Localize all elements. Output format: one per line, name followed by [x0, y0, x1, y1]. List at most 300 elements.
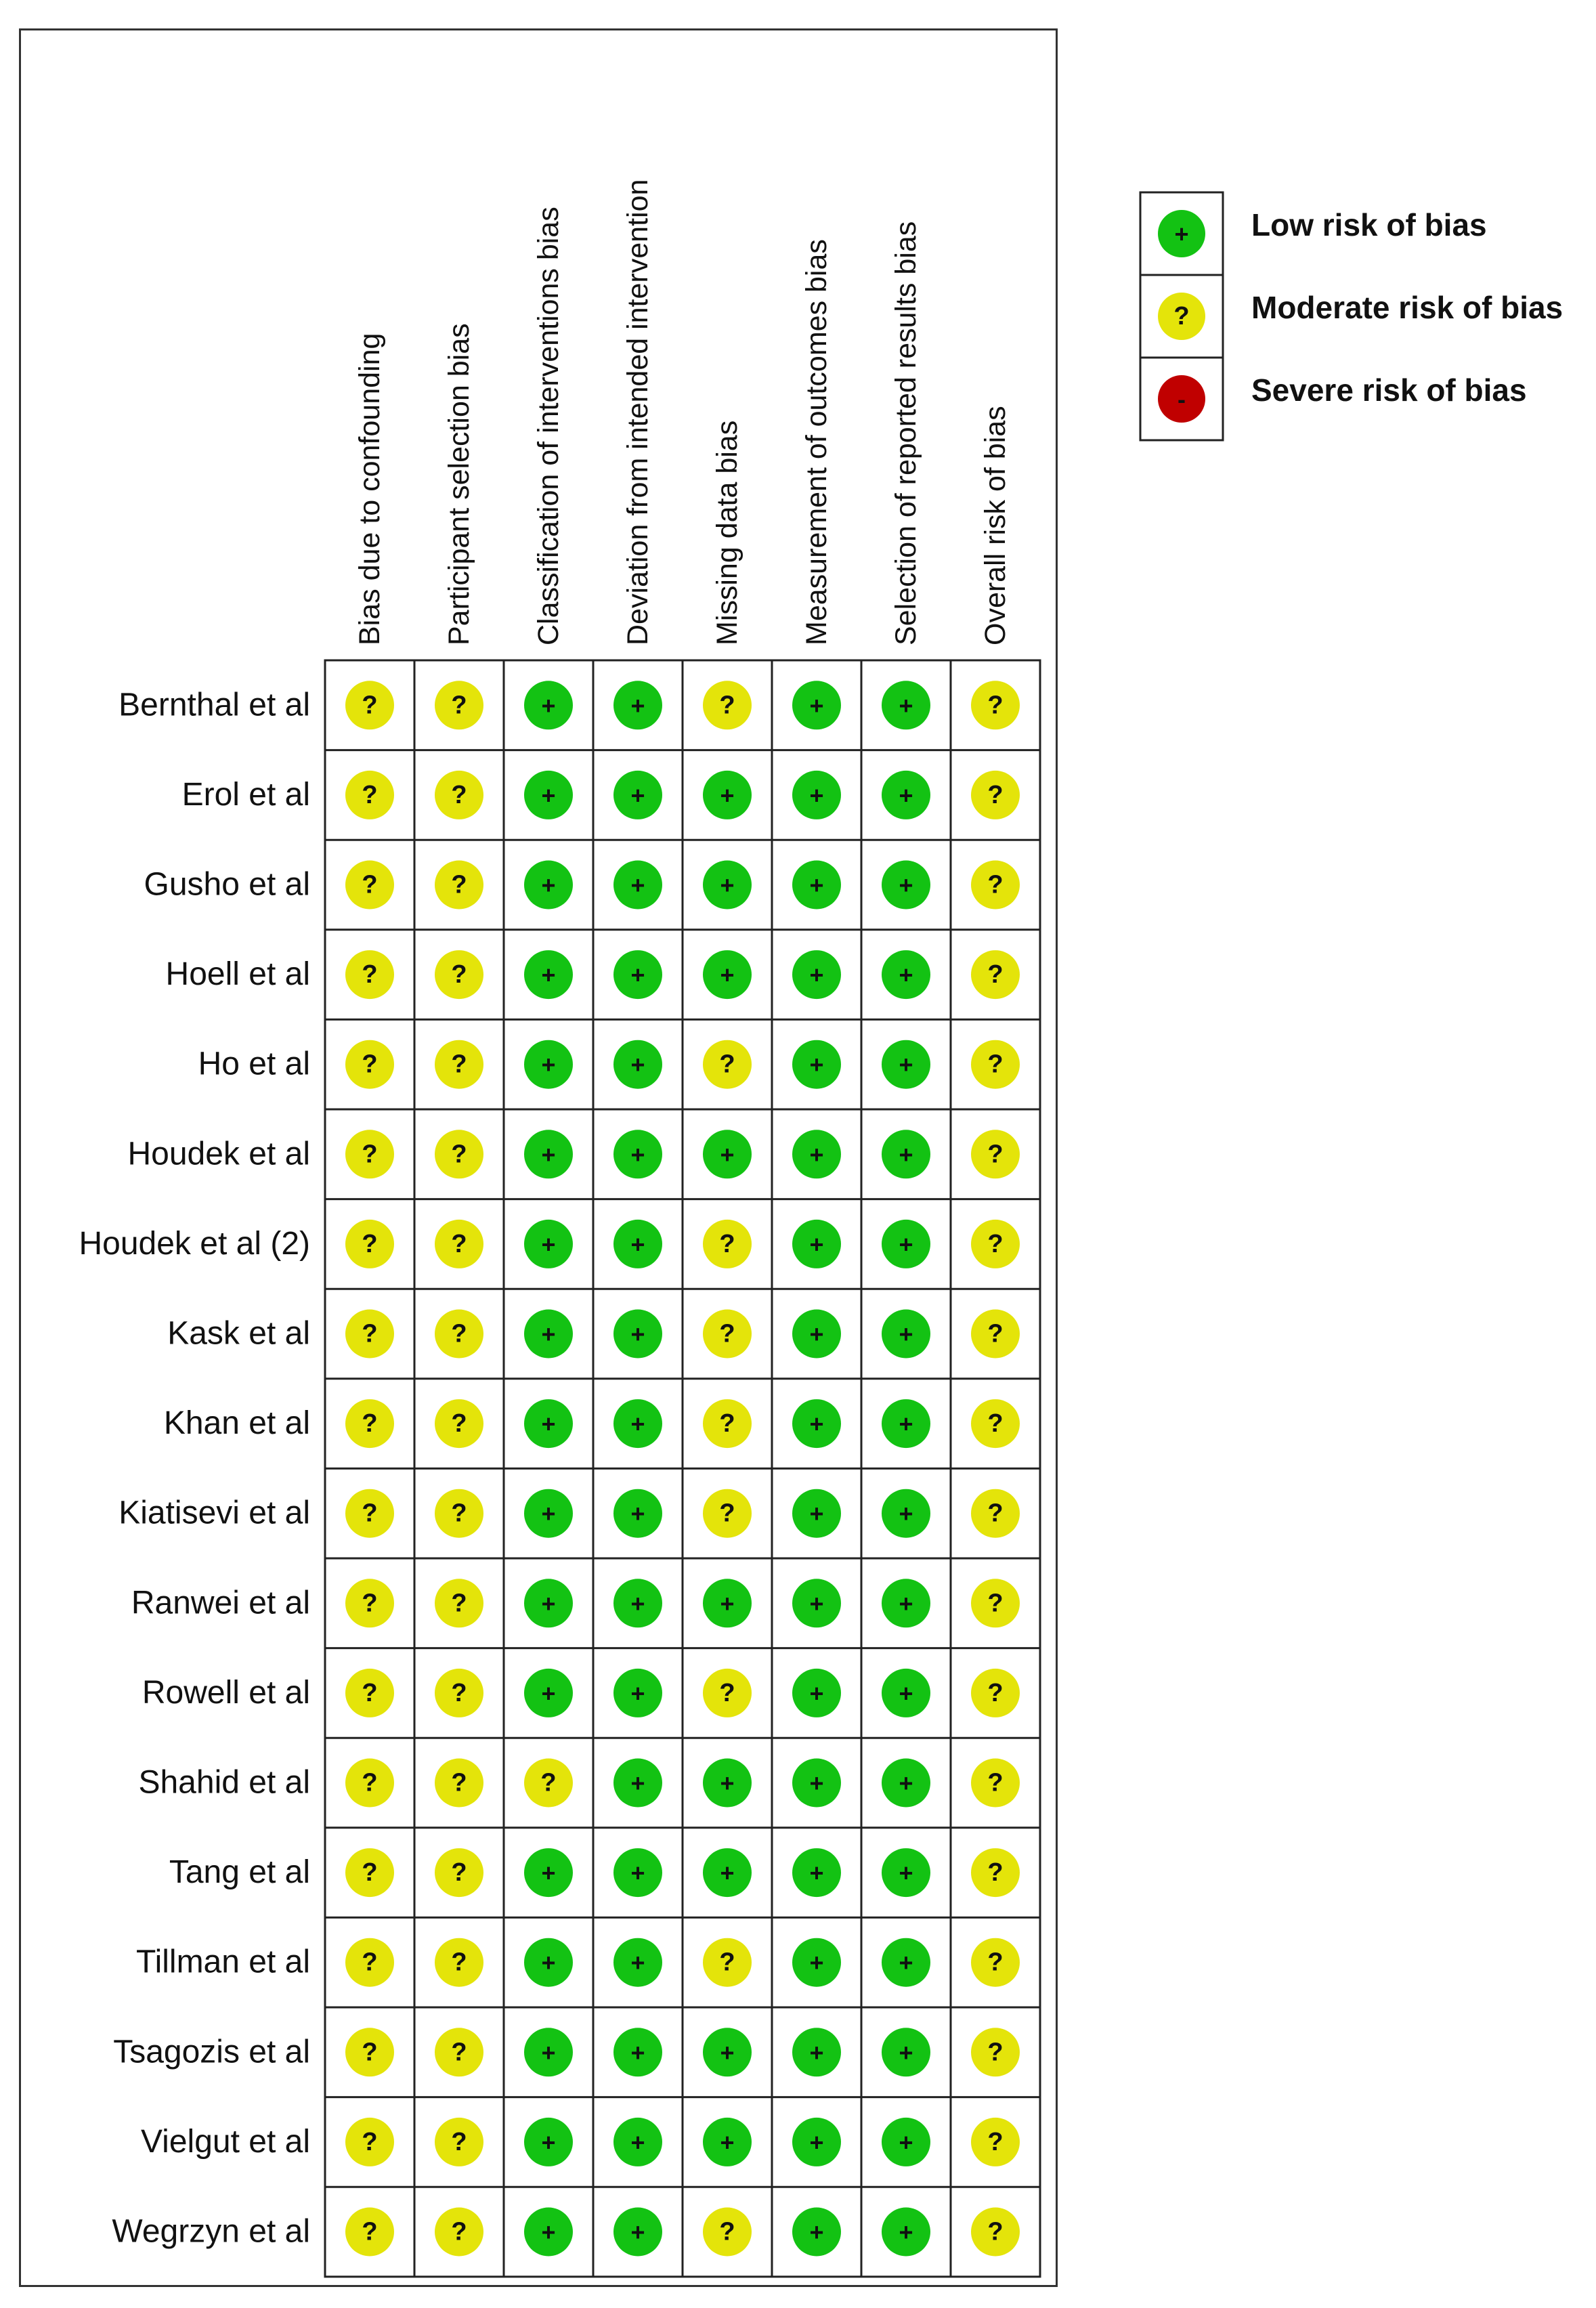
cell-kask-et-al-overall-risk-of-bias	[971, 1310, 1020, 1359]
row-label-tang-et-al: Tang et al	[169, 1854, 310, 1891]
moderate-symbol: ?	[451, 1050, 467, 1079]
cell-erol-et-al-bias-due-to-confounding	[345, 771, 394, 819]
cell-shahid-et-al-participant-selection-bias	[435, 1759, 483, 1808]
moderate-symbol: ?	[451, 1948, 467, 1977]
legend-symbol-low	[1158, 210, 1205, 257]
moderate-symbol: ?	[362, 2038, 378, 2067]
cell-tillman-et-al-overall-risk-of-bias	[971, 1938, 1020, 1987]
cell-wegrzyn-et-al-measurement-of-outcomes-bias	[792, 2208, 841, 2257]
cell-tsagozis-et-al-bias-due-to-confounding	[345, 2028, 394, 2076]
low-symbol: +	[899, 1140, 913, 1169]
cell-gusho-et-al-measurement-of-outcomes-bias	[792, 861, 841, 910]
cell-tillman-et-al-selection-of-reported-results-bias	[882, 1938, 930, 1987]
cell-wegrzyn-et-al-deviation-from-intended-intervention	[613, 2208, 662, 2257]
cell-erol-et-al-selection-of-reported-results-bias	[882, 771, 930, 819]
cell-gusho-et-al-overall-risk-of-bias	[971, 861, 1020, 910]
cell-houdek-et-al-overall-risk-of-bias	[971, 1130, 1020, 1178]
cell-kask-et-al-classification-of-interventions-bias	[524, 1310, 573, 1359]
low-symbol: +	[541, 691, 556, 720]
legend-label-low: Low risk of bias	[1251, 207, 1487, 242]
cell-vielgut-et-al-missing-data-bias	[703, 2118, 752, 2166]
cell-shahid-et-al-measurement-of-outcomes-bias	[792, 1759, 841, 1808]
cell-gusho-et-al-participant-selection-bias	[435, 861, 483, 910]
cell-ranwei-et-al-missing-data-bias	[703, 1579, 752, 1627]
cell-erol-et-al-deviation-from-intended-intervention	[613, 771, 662, 819]
cell-hoell-et-al-deviation-from-intended-intervention	[613, 950, 662, 999]
cell-vielgut-et-al-bias-due-to-confounding	[345, 2118, 394, 2166]
low-symbol: +	[899, 1589, 913, 1618]
moderate-symbol: ?	[451, 960, 467, 989]
cell-tsagozis-et-al-overall-risk-of-bias	[971, 2028, 1020, 2076]
cell-tang-et-al-measurement-of-outcomes-bias	[792, 1848, 841, 1897]
low-symbol: +	[720, 871, 735, 899]
row-label-ho-et-al: Ho et al	[198, 1046, 310, 1082]
low-symbol: +	[899, 1499, 913, 1528]
cell-ranwei-et-al-participant-selection-bias	[435, 1579, 483, 1627]
cell-hoell-et-al-measurement-of-outcomes-bias	[792, 950, 841, 999]
moderate-symbol: ?	[451, 2217, 467, 2246]
cell-shahid-et-al-deviation-from-intended-intervention	[613, 1759, 662, 1808]
row-label-wegrzyn-et-al: Wegrzyn et al	[112, 2213, 310, 2250]
moderate-symbol: ?	[362, 2217, 378, 2246]
cell-bernthal-et-al-missing-data-bias	[703, 681, 752, 729]
cell-vielgut-et-al-deviation-from-intended-intervention	[613, 2118, 662, 2166]
moderate-symbol: ?	[719, 691, 735, 720]
cell-bernthal-et-al-participant-selection-bias	[435, 681, 483, 729]
low-symbol: +	[809, 1679, 824, 1707]
cell-shahid-et-al-selection-of-reported-results-bias	[882, 1759, 930, 1808]
cell-bernthal-et-al-deviation-from-intended-intervention	[613, 681, 662, 729]
cell-tsagozis-et-al-selection-of-reported-results-bias	[882, 2028, 930, 2076]
moderate-symbol: ?	[987, 1050, 1004, 1079]
low-symbol: +	[899, 2128, 913, 2156]
low-symbol: +	[630, 1859, 645, 1887]
low-symbol: +	[899, 1948, 913, 1977]
cell-rowell-et-al-classification-of-interventions-bias	[524, 1669, 573, 1717]
cell-houdek-et-al-2-measurement-of-outcomes-bias	[792, 1220, 841, 1268]
cell-houdek-et-al-2-selection-of-reported-results-bias	[882, 1220, 930, 1268]
moderate-symbol: ?	[362, 2127, 378, 2156]
low-symbol: +	[630, 781, 645, 809]
cell-khan-et-al-missing-data-bias	[703, 1399, 752, 1448]
cell-erol-et-al-overall-risk-of-bias	[971, 771, 1020, 819]
low-symbol: +	[541, 1859, 556, 1887]
moderate-symbol: ?	[987, 1409, 1004, 1438]
low-symbol: +	[809, 1410, 824, 1438]
moderate-symbol: ?	[362, 780, 378, 809]
cell-kiatisevi-et-al-classification-of-interventions-bias	[524, 1489, 573, 1538]
cell-tang-et-al-missing-data-bias	[703, 1848, 752, 1897]
low-symbol: +	[541, 1410, 556, 1438]
low-symbol: +	[541, 2218, 556, 2246]
moderate-symbol: ?	[362, 1499, 378, 1528]
moderate-symbol: ?	[540, 1768, 557, 1797]
cell-tillman-et-al-bias-due-to-confounding	[345, 1938, 394, 1987]
cell-erol-et-al-participant-selection-bias	[435, 771, 483, 819]
low-symbol: +	[541, 1140, 556, 1169]
cell-houdek-et-al-bias-due-to-confounding	[345, 1130, 394, 1178]
cell-ho-et-al-bias-due-to-confounding	[345, 1040, 394, 1089]
cell-tillman-et-al-measurement-of-outcomes-bias	[792, 1938, 841, 1987]
moderate-symbol: ?	[987, 870, 1004, 899]
cell-ranwei-et-al-overall-risk-of-bias	[971, 1579, 1020, 1627]
cell-ho-et-al-missing-data-bias	[703, 1040, 752, 1089]
low-symbol: +	[809, 1140, 824, 1169]
low-symbol: +	[630, 1679, 645, 1707]
cell-gusho-et-al-bias-due-to-confounding	[345, 861, 394, 910]
moderate-symbol: ?	[362, 1589, 378, 1618]
moderate-symbol: ?	[719, 1319, 735, 1348]
cell-tsagozis-et-al-measurement-of-outcomes-bias	[792, 2028, 841, 2076]
cell-tang-et-al-selection-of-reported-results-bias	[882, 1848, 930, 1897]
cell-tillman-et-al-participant-selection-bias	[435, 1938, 483, 1987]
low-symbol: +	[630, 2218, 645, 2246]
moderate-symbol: ?	[451, 870, 467, 899]
cell-tillman-et-al-missing-data-bias	[703, 1938, 752, 1987]
cell-houdek-et-al-2-overall-risk-of-bias	[971, 1220, 1020, 1268]
cell-houdek-et-al-classification-of-interventions-bias	[524, 1130, 573, 1178]
low-symbol: +	[809, 1769, 824, 1797]
column-header-measurement-of-outcomes-bias: Measurement of outcomes bias	[800, 239, 833, 645]
cell-kiatisevi-et-al-bias-due-to-confounding	[345, 1489, 394, 1538]
cell-khan-et-al-bias-due-to-confounding	[345, 1399, 394, 1448]
low-symbol: +	[899, 1410, 913, 1438]
moderate-symbol: ?	[1173, 302, 1190, 330]
cell-hoell-et-al-participant-selection-bias	[435, 950, 483, 999]
cell-tang-et-al-participant-selection-bias	[435, 1848, 483, 1897]
row-label-khan-et-al: Khan et al	[163, 1405, 310, 1442]
cell-tang-et-al-deviation-from-intended-intervention	[613, 1848, 662, 1897]
low-symbol: +	[720, 1769, 735, 1797]
cell-vielgut-et-al-participant-selection-bias	[435, 2118, 483, 2166]
cell-bernthal-et-al-measurement-of-outcomes-bias	[792, 681, 841, 729]
cell-kask-et-al-bias-due-to-confounding	[345, 1310, 394, 1359]
cell-ranwei-et-al-deviation-from-intended-intervention	[613, 1579, 662, 1627]
cell-ho-et-al-classification-of-interventions-bias	[524, 1040, 573, 1089]
cell-rowell-et-al-selection-of-reported-results-bias	[882, 1669, 930, 1717]
moderate-symbol: ?	[362, 1319, 378, 1348]
cell-kiatisevi-et-al-overall-risk-of-bias	[971, 1489, 1020, 1538]
cell-gusho-et-al-missing-data-bias	[703, 861, 752, 910]
low-symbol: +	[630, 1140, 645, 1169]
moderate-symbol: ?	[451, 1319, 467, 1348]
cell-kiatisevi-et-al-deviation-from-intended-intervention	[613, 1489, 662, 1538]
cell-shahid-et-al-missing-data-bias	[703, 1759, 752, 1808]
moderate-symbol: ?	[362, 1948, 378, 1977]
low-symbol: +	[720, 2128, 735, 2156]
low-symbol: +	[1174, 220, 1189, 248]
column-header-bias-due-to-confounding: Bias due to confounding	[353, 333, 386, 645]
low-symbol: +	[899, 2038, 913, 2067]
column-header-overall-risk-of-bias: Overall risk of bias	[979, 406, 1012, 645]
cell-khan-et-al-classification-of-interventions-bias	[524, 1399, 573, 1448]
moderate-symbol: ?	[451, 780, 467, 809]
cell-bernthal-et-al-selection-of-reported-results-bias	[882, 681, 930, 729]
moderate-symbol: ?	[719, 1409, 735, 1438]
cell-vielgut-et-al-classification-of-interventions-bias	[524, 2118, 573, 2166]
low-symbol: +	[899, 691, 913, 720]
low-symbol: +	[630, 1410, 645, 1438]
moderate-symbol: ?	[362, 960, 378, 989]
column-header-deviation-from-intended-intervention: Deviation from intended intervention	[622, 179, 654, 645]
low-symbol: +	[809, 2038, 824, 2067]
low-symbol: +	[809, 691, 824, 720]
column-header-classification-of-interventions-bias: Classification of interventions bias	[532, 207, 565, 645]
column-header-participant-selection-bias: Participant selection bias	[443, 323, 475, 645]
row-label-rowell-et-al: Rowell et al	[142, 1674, 310, 1711]
cell-tang-et-al-overall-risk-of-bias	[971, 1848, 1020, 1897]
moderate-symbol: ?	[362, 870, 378, 899]
moderate-symbol: ?	[451, 1768, 467, 1797]
moderate-symbol: ?	[451, 1858, 467, 1887]
cell-kiatisevi-et-al-measurement-of-outcomes-bias	[792, 1489, 841, 1538]
cell-vielgut-et-al-selection-of-reported-results-bias	[882, 2118, 930, 2166]
cell-gusho-et-al-selection-of-reported-results-bias	[882, 861, 930, 910]
moderate-symbol: ?	[451, 2038, 467, 2067]
low-symbol: +	[809, 1050, 824, 1079]
low-symbol: +	[541, 1320, 556, 1348]
cell-gusho-et-al-classification-of-interventions-bias	[524, 861, 573, 910]
cell-khan-et-al-participant-selection-bias	[435, 1399, 483, 1448]
cell-tang-et-al-bias-due-to-confounding	[345, 1848, 394, 1897]
cell-rowell-et-al-overall-risk-of-bias	[971, 1669, 1020, 1717]
moderate-symbol: ?	[362, 1678, 378, 1707]
low-symbol: +	[899, 1769, 913, 1797]
low-symbol: +	[630, 1589, 645, 1618]
cell-bernthal-et-al-bias-due-to-confounding	[345, 681, 394, 729]
cell-shahid-et-al-bias-due-to-confounding	[345, 1759, 394, 1808]
moderate-symbol: ?	[987, 691, 1004, 720]
low-symbol: +	[809, 781, 824, 809]
cell-tsagozis-et-al-participant-selection-bias	[435, 2028, 483, 2076]
cell-wegrzyn-et-al-selection-of-reported-results-bias	[882, 2208, 930, 2257]
low-symbol: +	[899, 2218, 913, 2246]
moderate-symbol: ?	[719, 1948, 735, 1977]
moderate-symbol: ?	[362, 1768, 378, 1797]
cell-ho-et-al-participant-selection-bias	[435, 1040, 483, 1089]
moderate-symbol: ?	[987, 1499, 1004, 1528]
moderate-symbol: ?	[719, 2217, 735, 2246]
moderate-symbol: ?	[451, 1589, 467, 1618]
cell-kiatisevi-et-al-missing-data-bias	[703, 1489, 752, 1538]
moderate-symbol: ?	[987, 1678, 1004, 1707]
cell-hoell-et-al-missing-data-bias	[703, 950, 752, 999]
low-symbol: +	[809, 1859, 824, 1887]
low-symbol: +	[720, 2038, 735, 2067]
cell-tillman-et-al-classification-of-interventions-bias	[524, 1938, 573, 1987]
moderate-symbol: ?	[987, 1319, 1004, 1348]
cell-houdek-et-al-missing-data-bias	[703, 1130, 752, 1178]
legend-symbol-severe	[1158, 375, 1205, 423]
cell-hoell-et-al-overall-risk-of-bias	[971, 950, 1020, 999]
cell-kiatisevi-et-al-participant-selection-bias	[435, 1489, 483, 1538]
cell-shahid-et-al-overall-risk-of-bias	[971, 1759, 1020, 1808]
cell-ho-et-al-deviation-from-intended-intervention	[613, 1040, 662, 1089]
low-symbol: +	[809, 1499, 824, 1528]
low-symbol: +	[899, 871, 913, 899]
low-symbol: +	[541, 1679, 556, 1707]
moderate-symbol: ?	[987, 960, 1004, 989]
low-symbol: +	[630, 2128, 645, 2156]
low-symbol: +	[541, 2038, 556, 2067]
cell-rowell-et-al-missing-data-bias	[703, 1669, 752, 1717]
moderate-symbol: ?	[987, 2127, 1004, 2156]
cell-ho-et-al-selection-of-reported-results-bias	[882, 1040, 930, 1089]
cell-bernthal-et-al-overall-risk-of-bias	[971, 681, 1020, 729]
cell-kask-et-al-deviation-from-intended-intervention	[613, 1310, 662, 1359]
row-label-vielgut-et-al: Vielgut et al	[141, 2123, 310, 2160]
cell-kask-et-al-missing-data-bias	[703, 1310, 752, 1359]
row-label-erol-et-al: Erol et al	[181, 776, 310, 813]
low-symbol: +	[899, 1320, 913, 1348]
grid	[325, 660, 1040, 2277]
row-label-bernthal-et-al: Bernthal et al	[118, 687, 310, 723]
low-symbol: +	[630, 1230, 645, 1258]
moderate-symbol: ?	[451, 691, 467, 720]
column-header-missing-data-bias: Missing data bias	[711, 420, 743, 645]
cell-ranwei-et-al-selection-of-reported-results-bias	[882, 1579, 930, 1627]
low-symbol: +	[899, 961, 913, 989]
moderate-symbol: ?	[987, 2217, 1004, 2246]
cell-vielgut-et-al-overall-risk-of-bias	[971, 2118, 1020, 2166]
low-symbol: +	[630, 1050, 645, 1079]
moderate-symbol: ?	[451, 1229, 467, 1258]
moderate-symbol: ?	[719, 1678, 735, 1707]
low-symbol: +	[630, 871, 645, 899]
moderate-symbol: ?	[987, 1140, 1004, 1169]
low-symbol: +	[541, 781, 556, 809]
cell-rowell-et-al-deviation-from-intended-intervention	[613, 1669, 662, 1717]
cell-khan-et-al-selection-of-reported-results-bias	[882, 1399, 930, 1448]
moderate-symbol: ?	[451, 2127, 467, 2156]
legend-label-moderate: Moderate risk of bias	[1251, 290, 1563, 325]
cell-wegrzyn-et-al-missing-data-bias	[703, 2208, 752, 2257]
low-symbol: +	[809, 1948, 824, 1977]
severe-symbol: -	[1178, 385, 1186, 413]
row-label-gusho-et-al: Gusho et al	[144, 866, 310, 903]
row-label-kiatisevi-et-al: Kiatisevi et al	[118, 1495, 310, 1531]
moderate-symbol: ?	[451, 1140, 467, 1169]
low-symbol: +	[809, 2218, 824, 2246]
low-symbol: +	[541, 871, 556, 899]
low-symbol: +	[541, 961, 556, 989]
cell-hoell-et-al-bias-due-to-confounding	[345, 950, 394, 999]
cell-kask-et-al-selection-of-reported-results-bias	[882, 1310, 930, 1359]
cell-bernthal-et-al-classification-of-interventions-bias	[524, 681, 573, 729]
row-label-tsagozis-et-al: Tsagozis et al	[113, 2034, 310, 2070]
moderate-symbol: ?	[719, 1050, 735, 1079]
low-symbol: +	[809, 1320, 824, 1348]
moderate-symbol: ?	[987, 780, 1004, 809]
cell-houdek-et-al-2-deviation-from-intended-intervention	[613, 1220, 662, 1268]
cell-houdek-et-al-2-classification-of-interventions-bias	[524, 1220, 573, 1268]
cell-kask-et-al-measurement-of-outcomes-bias	[792, 1310, 841, 1359]
low-symbol: +	[720, 1859, 735, 1887]
legend-label-severe: Severe risk of bias	[1251, 372, 1527, 408]
low-symbol: +	[720, 961, 735, 989]
low-symbol: +	[630, 1499, 645, 1528]
cell-rowell-et-al-bias-due-to-confounding	[345, 1669, 394, 1717]
low-symbol: +	[541, 2128, 556, 2156]
low-symbol: +	[630, 1320, 645, 1348]
low-symbol: +	[541, 1230, 556, 1258]
cell-tang-et-al-classification-of-interventions-bias	[524, 1848, 573, 1897]
column-header-selection-of-reported-results-bias: Selection of reported results bias	[890, 221, 922, 645]
cell-ho-et-al-measurement-of-outcomes-bias	[792, 1040, 841, 1089]
cell-houdek-et-al-2-bias-due-to-confounding	[345, 1220, 394, 1268]
low-symbol: +	[630, 961, 645, 989]
row-label-shahid-et-al: Shahid et al	[138, 1764, 310, 1801]
low-symbol: +	[630, 2038, 645, 2067]
cell-shahid-et-al-classification-of-interventions-bias	[524, 1759, 573, 1808]
cell-wegrzyn-et-al-bias-due-to-confounding	[345, 2208, 394, 2257]
low-symbol: +	[809, 2128, 824, 2156]
moderate-symbol: ?	[362, 1050, 378, 1079]
cell-wegrzyn-et-al-classification-of-interventions-bias	[524, 2208, 573, 2257]
row-label-houdek-et-al-2: Houdek et al (2)	[79, 1225, 310, 1262]
row-label-kask-et-al: Kask et al	[167, 1315, 310, 1352]
moderate-symbol: ?	[719, 1499, 735, 1528]
cell-ranwei-et-al-bias-due-to-confounding	[345, 1579, 394, 1627]
moderate-symbol: ?	[451, 1409, 467, 1438]
low-symbol: +	[541, 1948, 556, 1977]
cell-ranwei-et-al-classification-of-interventions-bias	[524, 1579, 573, 1627]
low-symbol: +	[630, 1948, 645, 1977]
moderate-symbol: ?	[987, 1768, 1004, 1797]
low-symbol: +	[809, 961, 824, 989]
low-symbol: +	[899, 1679, 913, 1707]
moderate-symbol: ?	[451, 1499, 467, 1528]
row-label-tillman-et-al: Tillman et al	[136, 1944, 310, 1980]
row-label-hoell-et-al: Hoell et al	[165, 956, 310, 993]
row-label-ranwei-et-al: Ranwei et al	[131, 1585, 310, 1621]
low-symbol: +	[809, 871, 824, 899]
cell-kiatisevi-et-al-selection-of-reported-results-bias	[882, 1489, 930, 1538]
cell-hoell-et-al-selection-of-reported-results-bias	[882, 950, 930, 999]
cell-tsagozis-et-al-classification-of-interventions-bias	[524, 2028, 573, 2076]
cell-houdek-et-al-participant-selection-bias	[435, 1130, 483, 1178]
cell-houdek-et-al-selection-of-reported-results-bias	[882, 1130, 930, 1178]
moderate-symbol: ?	[362, 1140, 378, 1169]
low-symbol: +	[899, 1230, 913, 1258]
cell-erol-et-al-classification-of-interventions-bias	[524, 771, 573, 819]
low-symbol: +	[899, 1859, 913, 1887]
moderate-symbol: ?	[987, 1858, 1004, 1887]
low-symbol: +	[630, 691, 645, 720]
legend-symbol-moderate	[1158, 293, 1205, 340]
figure-frame	[19, 28, 1058, 2287]
moderate-symbol: ?	[987, 2038, 1004, 2067]
legend	[1138, 190, 1584, 461]
low-symbol: +	[899, 781, 913, 809]
low-symbol: +	[899, 1050, 913, 1079]
cell-houdek-et-al-2-participant-selection-bias	[435, 1220, 483, 1268]
cell-ho-et-al-overall-risk-of-bias	[971, 1040, 1020, 1089]
moderate-symbol: ?	[362, 1409, 378, 1438]
cell-tillman-et-al-deviation-from-intended-intervention	[613, 1938, 662, 1987]
low-symbol: +	[541, 1050, 556, 1079]
cell-gusho-et-al-deviation-from-intended-intervention	[613, 861, 662, 910]
cell-khan-et-al-measurement-of-outcomes-bias	[792, 1399, 841, 1448]
low-symbol: +	[720, 1589, 735, 1618]
cell-vielgut-et-al-measurement-of-outcomes-bias	[792, 2118, 841, 2166]
low-symbol: +	[541, 1499, 556, 1528]
moderate-symbol: ?	[987, 1589, 1004, 1618]
moderate-symbol: ?	[987, 1229, 1004, 1258]
cell-tsagozis-et-al-missing-data-bias	[703, 2028, 752, 2076]
low-symbol: +	[809, 1230, 824, 1258]
moderate-symbol: ?	[719, 1229, 735, 1258]
